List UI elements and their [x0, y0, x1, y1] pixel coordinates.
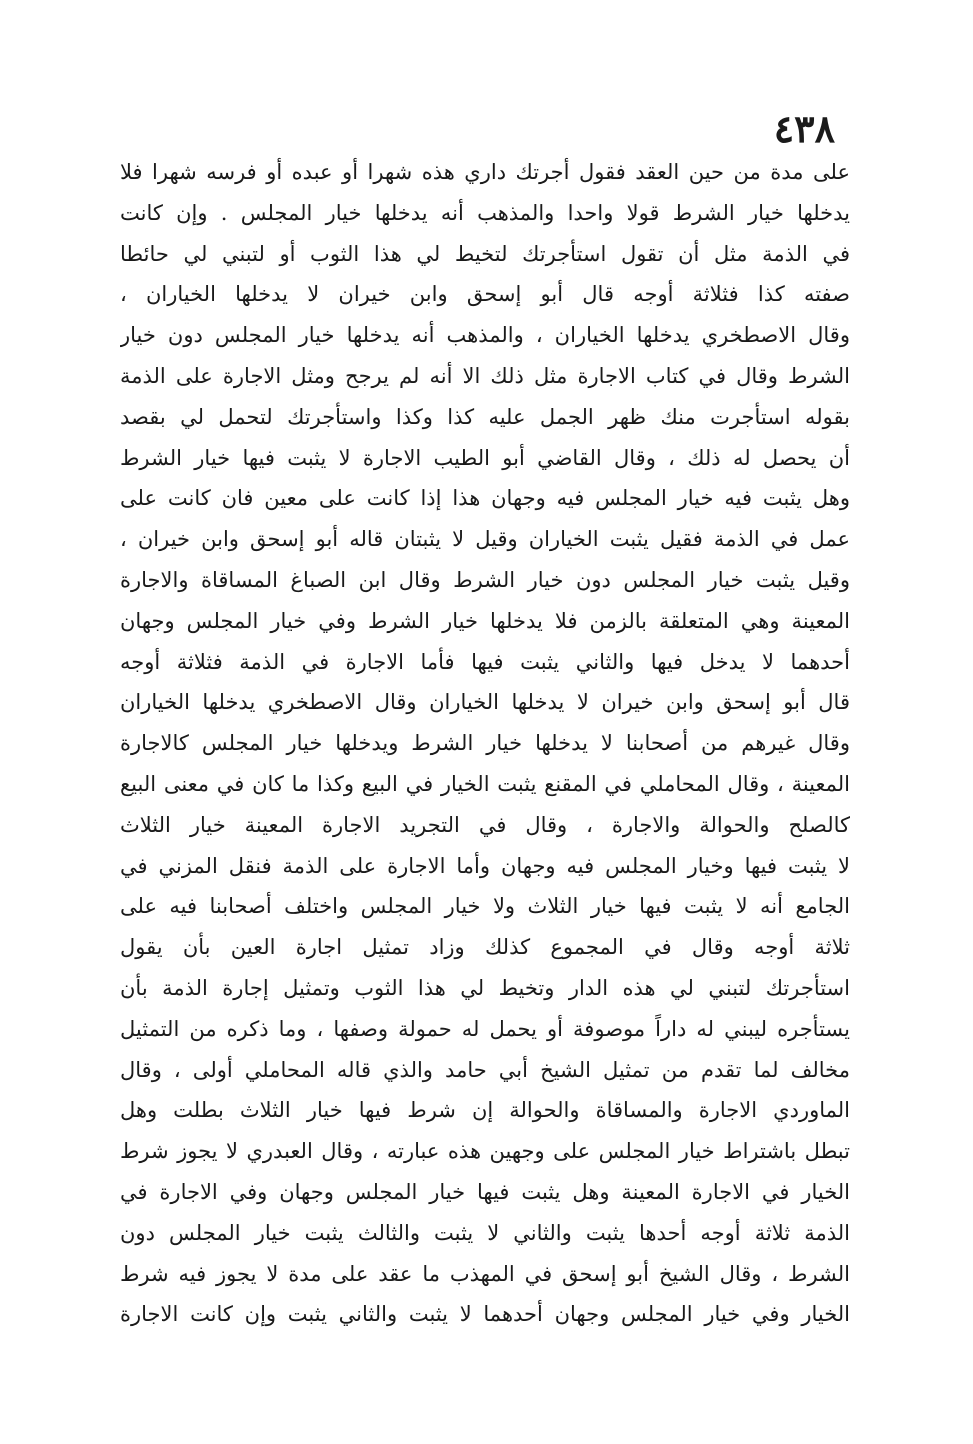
text-line: كالصلح والحوالة والاجارة ، وقال في التجريد الاجارة المعينة خيار الثلاث	[120, 812, 850, 837]
text-line: بقوله استأجرت منك ظهر الجمل عليه كذا وكذا واستأجرتك لتحمل لي بقصد	[120, 404, 850, 429]
text-line: على مدة من حين العقد فقول أجرتك داري هذه شهرا أو عبده أو فرسه شهرا فلا	[120, 160, 850, 184]
text-line: أحدهما لا يدخل فيها والثاني يثبت فيها فأما الاجارة في الذمة فثلاثة أوجه	[120, 649, 850, 674]
text-line: أن يحصل له ذلك ، وقال القاضي أبو الطيب الاجارة لا يثبت فيها خيار الشرط	[120, 445, 850, 470]
text-line: الخيار وفي خيار المجلس وجهان أحدهما لا يثبت والثاني يثبت وإن كانت الاجارة	[120, 1302, 850, 1327]
text-line: قال أبو إسحق وابن خيران لا يدخلها الخياران وقال الاصطخري يدخلها الخياران	[120, 690, 850, 715]
page-number: ٤٣٨	[773, 106, 835, 151]
text-line: استأجرتك لتبني لي هذه الدار وتخيط لي هذا الثوب وتمثيل إجارة الذمة بأن	[120, 975, 850, 1000]
body-text	[120, 152, 850, 1335]
text-line: لا يثبت فيها وخيار المجلس فيه وجهان وأما الاجارة على الذمة فنقل المزني في	[120, 853, 850, 878]
text-line: يستأجره ليبني له داراً موصوفة أو يحمل له حمولة وصفها ، وما ذكره من التمثيل	[120, 1016, 850, 1041]
text-line: الجامع أنه لا يثبت فيها خيار الثلاث ولا خيار المجلس واختلف أصحابنا فيه على	[120, 894, 850, 919]
text-line: الماوردي الاجارة والمساقاة والحوالة إن شرط فيها خيار الثلاث بطلت وهل	[120, 1098, 850, 1123]
text-line: مخالف لما تقدم من تمثيل الشيخ أبي حامد والذي قاله المحاملي أولى ، وقال	[120, 1057, 850, 1082]
text-line: تبطل باشتراط خيار المجلس على وجهين هذه عبارته ، وقال العبدري لا يجوز شرط	[120, 1139, 850, 1164]
text-line: المعينة وهي المتعلقة بالزمن فلا يدخلها خيار الشرط وفي خيار المجلس وجهان	[120, 608, 850, 633]
text-line: صفته كذا فثلاثة أوجه قال أبو إسحق وابن خيران لا يدخلها الخياران ،	[120, 282, 850, 307]
text-line: الشرط وقال في كتاب الاجارة مثل ذلك الا أنه لم يرجح ومثل الاجارة على الذمة	[120, 363, 850, 388]
text-line: في الذمة مثل أن تقول استأجرتك لتخيط لي هذا الثوب أو لتبني لي حائطا	[120, 241, 850, 266]
text-line: يدخلها خيار الشرط قولا واحدا والمذهب أنه يدخلها خيار المجلس . وإن كانت	[120, 200, 850, 225]
text-line: الذمة ثلاثة أوجه أحدها يثبت والثاني لا يثبت والثالث يثبت خيار المجلس دون	[120, 1220, 850, 1245]
text-line: وهل يثبت فيه خيار المجلس فيه وجهان هذا إذا كانت على معين فان كانت على	[120, 486, 850, 511]
text-line: الشرط ، وقال الشيخ أبو إسحق في المهذب ما عقد على مدة لا يجوز فيه شرط	[120, 1261, 850, 1286]
text-line: عمل في الذمة فقيل يثبت الخياران وقيل لا يثبتان قاله أبو إسحق وابن خيران ،	[120, 527, 850, 552]
text-line: المعينة ، وقال المحاملي في المقنع يثبت الخيار في البيع وكذا ما كان في معنى البيع	[120, 771, 850, 796]
text-line: ثلاثة أوجه وقال في المجموع كذلك وزاد تمثيل اجارة العين بأن يقول	[120, 935, 850, 960]
text-line: وقيل يثبت خيار المجلس دون خيار الشرط وقال ابن الصباغ المساقاة والاجارة	[120, 567, 850, 592]
text-line: الخيار في الاجارة المعينة وهل يثبت فيها خيار المجلس وجهان وفي الاجارة في	[120, 1179, 850, 1204]
text-line: وقال غيرهم من أصحابنا لا يدخلها خيار الشرط ويدخلها خيار المجلس كالاجارة	[120, 731, 850, 756]
text-line: وقال الاصطخري يدخلها الخياران ، والمذهب أنه يدخلها خيار المجلس دون خيار	[120, 323, 850, 348]
